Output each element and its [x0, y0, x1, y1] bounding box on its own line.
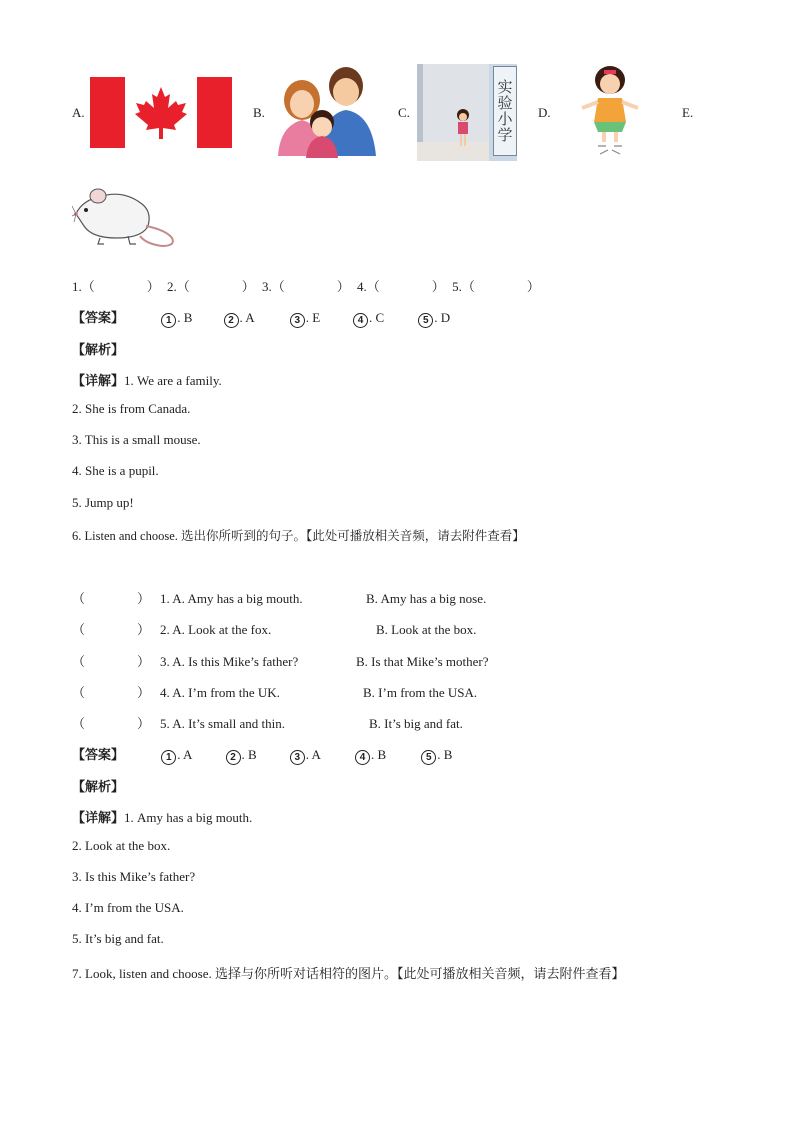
blank-2[interactable]: 2.（ ）: [167, 279, 255, 294]
choice-paren[interactable]: （ ）: [72, 716, 151, 731]
answer-row: [72, 744, 452, 765]
answer-item: 3 . A: [290, 747, 352, 765]
analysis-tag: 【解析】: [72, 343, 125, 358]
detail-line: 2. Look at the box.: [72, 838, 171, 853]
detail-line: 4. I’m from the USA.: [72, 900, 184, 915]
detail-line: 【详解】1. We are a family.: [72, 373, 222, 389]
canada-flag-image: [90, 77, 232, 148]
answer-item: 2 . A: [224, 310, 287, 328]
choice-row: （ ） 3. A. Is this Mike’s father? B. Is that Mike’s mother?: [72, 651, 489, 670]
detail-line: 5. It’s big and fat.: [72, 931, 164, 946]
answer-tag: 【答案】: [72, 748, 125, 763]
analysis-tag: 【解析】: [72, 780, 125, 795]
choice-row: （ ） 1. A. Amy has a big mouth. B. Amy has a big nose.: [72, 588, 486, 607]
family-image: [272, 64, 378, 160]
choice-row: （ ） 2. A. Look at the fox. B. Look at the box.: [72, 619, 476, 638]
answer-row: [72, 307, 450, 328]
school-sign: 实验小学: [493, 66, 517, 156]
option-label-a: A.: [72, 105, 85, 120]
blank-3[interactable]: 3.（ ）: [262, 279, 350, 294]
answer-item: 5 . D: [418, 310, 450, 328]
blank-4[interactable]: 4.（ ）: [357, 279, 445, 294]
question-7-heading: 7. Look, listen and choose. 选择与你所听对话相符的图片。【此处可播放相关音频，请去附件查看】: [72, 966, 625, 981]
detail-line: 4. She is a pupil.: [72, 463, 159, 478]
choice-paren[interactable]: （ ）: [72, 685, 151, 700]
answer-item: 2 . B: [226, 747, 287, 765]
answer-item: 1 . A: [161, 747, 222, 765]
answer-item: 5 . B: [421, 747, 452, 765]
choice-paren[interactable]: （ ）: [72, 654, 151, 669]
choice-paren[interactable]: （ ）: [72, 622, 151, 637]
option-label-b: B.: [253, 105, 265, 120]
school-image: [417, 64, 517, 161]
detail-line: 2. She is from Canada.: [72, 401, 191, 416]
choice-row: （ ） 5. A. It’s small and thin. B. It’s big and fat.: [72, 713, 463, 732]
choice-row: （ ） 4. A. I’m from the UK. B. I’m from the USA.: [72, 682, 477, 701]
answer-item: 4 . C: [353, 310, 415, 328]
answer-tag: 【答案】: [72, 311, 125, 326]
detail-line: 5. Jump up!: [72, 495, 134, 510]
option-label-d: D.: [538, 105, 551, 120]
detail-line: 3. This is a small mouse.: [72, 432, 201, 447]
answer-item: 4 . B: [355, 747, 418, 765]
detail-line: 3. Is this Mike’s father?: [72, 869, 196, 884]
detail-line: 【详解】1. Amy has a big mouth.: [72, 810, 253, 826]
option-label-c: C.: [398, 105, 410, 120]
choice-paren[interactable]: （ ）: [72, 591, 151, 606]
girl-walking-icon: [451, 108, 475, 150]
answer-item: 3 . E: [290, 310, 350, 328]
option-label-e: E.: [682, 105, 694, 120]
blank-5[interactable]: 5.（ ）: [452, 279, 540, 294]
answer-blanks-row: [72, 276, 540, 295]
answer-item: 1 . B: [161, 310, 220, 328]
mouse-image: [72, 182, 180, 250]
jumping-girl-image: [578, 64, 642, 160]
question-6-heading: 6. Listen and choose. 选出你所听到的句子。【此处可播放相关音频，请去附件查看】: [72, 529, 525, 543]
blank-1[interactable]: 1.（ ）: [72, 279, 160, 294]
